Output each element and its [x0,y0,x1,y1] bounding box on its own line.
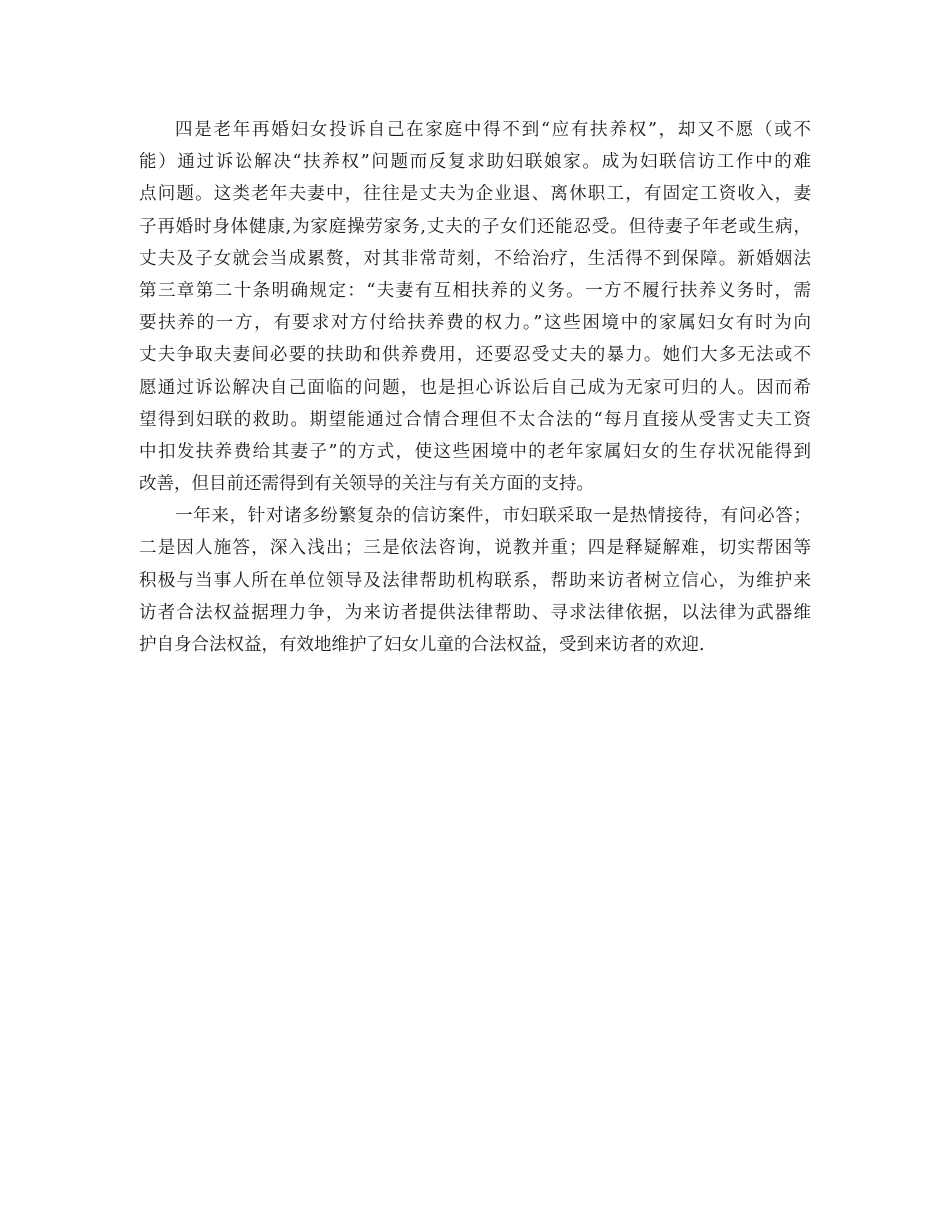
paragraph-line: 护自身合法权益，有效地维护了妇女儿童的合法权益，受到来访者的欢迎. [139,635,705,655]
paragraph-line: 中扣发扶养费给其妻子”的方式，使这些困境中的老年家属妇女的生存状况能得到 [139,441,811,462]
paragraph-line: 子再婚时身体健康,为家庭操劳家务,丈夫的子女们还能忍受。但待妻子年老或生病， [139,216,811,237]
paragraph-line: 第三章第二十条明确规定：“夫妻有互相扶养的义务。一方不履行扶养义务时，需 [139,280,811,301]
paragraph-line: 四是老年再婚妇女投诉自己在家庭中得不到“应有扶养权”，却又不愿（或不 [175,120,811,140]
paragraph-2 [139,500,811,661]
paragraph-line: 愿通过诉讼解决自己面临的问题，也是担心诉讼后自己成为无家可归的人。因而希 [139,377,811,398]
paragraph-line: 点问题。这类老年夫妻中，往往是丈夫为企业退、离休职工，有固定工资收入，妻 [139,184,811,205]
paragraph-line: 望得到妇联的救助。期望能通过合情合理但不太合法的“每月直接从受害丈夫工资 [139,409,811,430]
paragraph-line: 改善，但目前还需得到有关领导的关注与有关方面的支持。 [139,474,594,495]
paragraph-line: 丈夫及子女就会当成累赘，对其非常苛刻，不给治疗，生活得不到保障。新婚姻法 [139,248,811,269]
paragraph-line: 要扶养的一方，有要求对方付给扶养费的权力。”这些困境中的家属妇女有时为向 [139,313,811,334]
paragraph-line: 丈夫争取夫妻间必要的扶助和供养费用，还要忍受丈夫的暴力。她们大多无法或不 [139,345,811,366]
paragraph-line: 访者合法权益据理力争，为来访者提供法律帮助、寻求法律依据，以法律为武器维 [139,602,811,623]
paragraph-1 [139,114,811,500]
paragraph-line: 二是因人施答，深入浅出；三是依法咨询，说教并重；四是释疑解难，切实帮困等 [139,538,811,559]
paragraph-line: 一年来，针对诸多纷繁复杂的信访案件，市妇联采取一是热情接待，有问必答； [175,506,811,527]
paragraph-line: 能）通过诉讼解决“扶养权”问题而反复求助妇联娘家。成为妇联信访工作中的难 [139,152,811,173]
document-body [139,114,811,661]
paragraph-line: 积极与当事人所在单位领导及法律帮助机构联系，帮助来访者树立信心，为维护来 [139,570,811,591]
